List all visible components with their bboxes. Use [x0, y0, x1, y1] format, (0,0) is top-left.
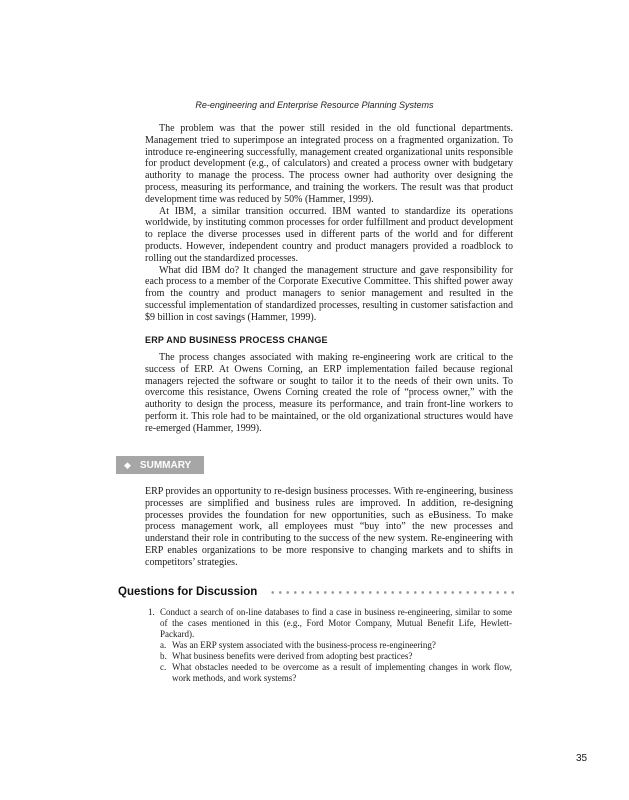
- sub-question: [160, 651, 512, 662]
- sub-question-text: Was an ERP system associated with the business-process re-engineering?: [172, 640, 436, 650]
- sub-question: [160, 662, 512, 684]
- questions-title: Questions for Discussion: [118, 586, 258, 598]
- paragraph: At IBM, a similar transition occurred. IBM wanted to standardize its operations worldwide, by instituting common processes for order fulfillment and product development to replace the diverse processes used in different parts of the world and for different products. However, independent country and product managers provided a roadblock to rolling out the standardized processes.: [145, 205, 513, 264]
- question-text: Conduct a search of on-line databases to find a case in business re-engineering, similar to some of the cases mentioned in this (e.g., Ford Motor Company, Mutual Benefit Life, Hewlett-Packard).: [160, 607, 512, 639]
- question-item: [148, 607, 512, 684]
- section-heading: ERP AND BUSINESS PROCESS CHANGE: [145, 335, 328, 345]
- body-text-top: [145, 123, 513, 324]
- page-number: 35: [576, 753, 588, 764]
- dotted-rule: [269, 591, 518, 594]
- paragraph: The process changes associated with making re-engineering work are critical to the success of ERP. At Owens Corning, an ERP implementation failed because regional managers rejected the software or sought to tailor it to the needs of their own units. To overcome this resistance, Owens Corning created the role of “process owner,” with the authority to design the process, measure its performance, and train front-line workers to perform it. This role had to be maintained, or the old organizational structures would have re-emerged (Hammer, 1999).: [145, 352, 513, 434]
- sub-question-letter: c.: [160, 662, 167, 672]
- sub-question: [160, 640, 512, 651]
- sub-question-text: What obstacles needed to be overcome as a result of implementing changes in work flow, work methods, and work systems?: [172, 662, 512, 683]
- sub-question-text: What business benefits were derived from adopting best practices?: [172, 651, 413, 661]
- summary-heading: [116, 456, 204, 474]
- question-number: 1.: [148, 607, 155, 617]
- sub-question-list: [160, 640, 512, 684]
- running-head: Re-engineering and Enterprise Resource Planning Systems: [195, 100, 434, 110]
- paragraph: The problem was that the power still resided in the old functional departments. Management tried to superimpose an integrated process on a fragmented organization. To introduce re-engineering successfully, management created organizational units responsible for product development (e.g., of calculators) and created a process owner with budgetary authority to manage the process. The process owner had authority over designing the process, measuring its performance, and training the workers. The result was that product development time was reduced by 50% (Hammer, 1999).: [145, 123, 513, 205]
- sub-question-letter: a.: [160, 640, 167, 650]
- paragraph: ERP provides an opportunity to re-design business processes. With re-engineering, business processes are simplified and business rules are improved. In addition, re-designing processes provides the foundation for new opportunities, such as eBusiness. To make process management work, all employees must “buy into” the new processes and understand their role in contributing to the success of the new system. Re-engineering with ERP enables organizations to be more responsive to changing markets and to shifts in competitors’ strategies.: [145, 486, 513, 568]
- questions-heading: [118, 583, 518, 601]
- body-text-section: [145, 352, 513, 435]
- questions-list: [148, 607, 512, 684]
- diamond-bullet-icon: ◆: [124, 459, 131, 470]
- summary-label: SUMMARY: [139, 459, 192, 471]
- paragraph: What did IBM do? It changed the management structure and gave responsibility for each process to a member of the Corporate Executive Committee. This shifted power away from the country and product managers to senior management and resulted in the successful implementation of standardized processes, resulting in customer satisfaction and $9 billion in cost savings (Hammer, 1999).: [145, 264, 513, 323]
- summary-text: [145, 486, 513, 569]
- sub-question-letter: b.: [160, 651, 167, 661]
